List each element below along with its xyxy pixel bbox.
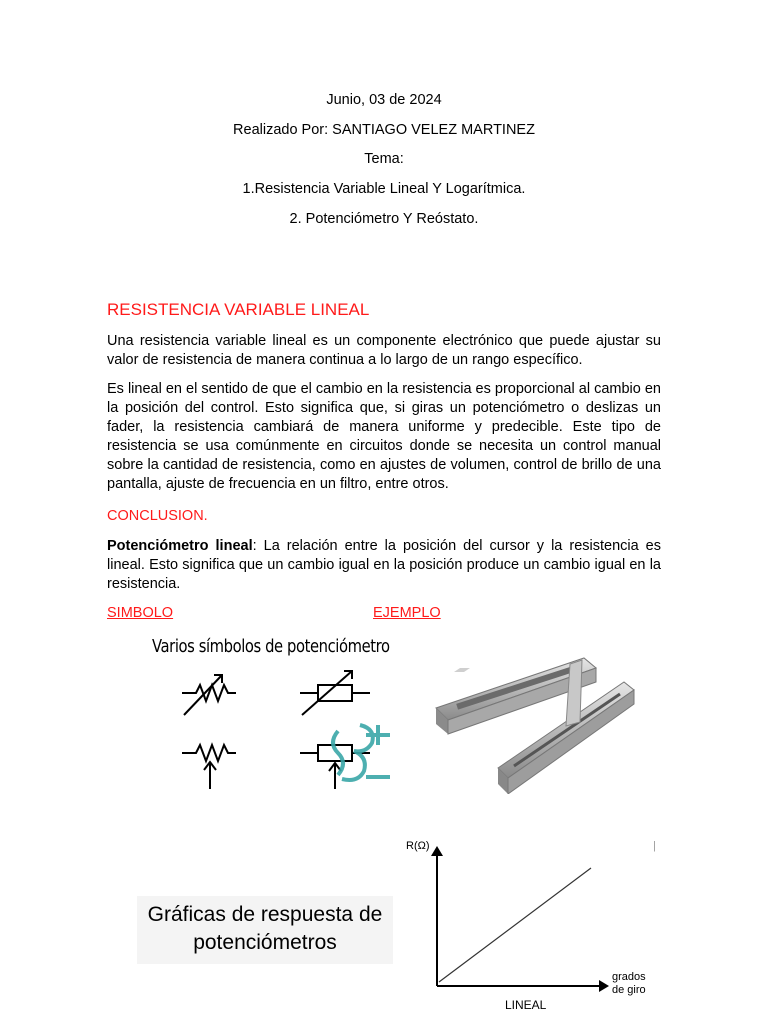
author-line: Realizado Por: SANTIAGO VELEZ MARTINEZ <box>233 122 535 138</box>
graph-title-line-1: Gráficas de respuesta de <box>147 903 383 926</box>
variable-resistor-symbol-zigzag <box>182 675 236 715</box>
x-axis-label-line-2: de giro <box>612 984 646 996</box>
potentiometer-symbols-figure <box>170 665 410 795</box>
topic-label: Tema: <box>364 151 404 167</box>
graph-title <box>137 896 393 964</box>
section-title: RESISTENCIA VARIABLE LINEAL <box>107 300 370 319</box>
paragraph-linearity: Es lineal en el sentido de que el cambio en la resistencia es proporcional al cambio en la posición del control. Esto significa que, si giras un potenciómetro o deslizas un fader, la resistencia cambiará de manera uniforme y predecible. Este tipo de resistencia se usa comúnmente en circuitos donde se necesita un control manual sobre la cantidad de resistencia, como en ajustes de volumen, control de brillo de una pantalla, ajuste de frecuencia en un filtro, entre otros. <box>107 381 661 492</box>
linear-response-line <box>439 868 591 982</box>
symbols-figure-title: Varios símbolos de potenciómetro <box>152 636 390 657</box>
watermark-logo <box>333 725 390 780</box>
graph-caption: LINEAL <box>505 998 547 1012</box>
linear-response-graph <box>425 842 615 992</box>
graph-title-line-2: potenciómetros <box>193 931 337 954</box>
symbol-subheading: SIMBOLO <box>107 605 174 621</box>
conclusion-paragraph <box>107 537 661 594</box>
document-date: Junio, 03 de 2024 <box>326 92 442 108</box>
example-subheading: EJEMPLO <box>373 605 441 621</box>
x-axis-arrow <box>599 980 609 992</box>
conclusion-title: CONCLUSION. <box>107 508 208 524</box>
slide-potentiometer-photo <box>434 638 636 794</box>
variable-resistor-symbol-box <box>300 671 370 715</box>
y-axis-arrow <box>431 846 443 856</box>
paragraph-definition: Una resistencia variable lineal es un componente electrónico que puede ajustar su valor de resistencia de manera continua a lo largo de un rango específico. <box>107 333 661 368</box>
x-axis-label <box>612 971 646 997</box>
potentiometer-symbol-zigzag <box>182 745 236 789</box>
conclusion-term: Potenciómetro lineal <box>107 538 253 554</box>
x-axis-label-line-1: grados <box>612 971 646 983</box>
topic-item-1: 1.Resistencia Variable Lineal Y Logarítmica. <box>242 181 526 197</box>
topic-item-2: 2. Potenciómetro Y Reóstato. <box>289 211 479 227</box>
conclusion-text: : La relación entre la posición del cursor y la resistencia es lineal. Esto significa que un cambio igual en la posición produce un cambio igual en la resistencia. <box>107 538 662 592</box>
y-axis-label: R(Ω) <box>406 840 430 852</box>
corner-mark: | <box>653 840 656 852</box>
